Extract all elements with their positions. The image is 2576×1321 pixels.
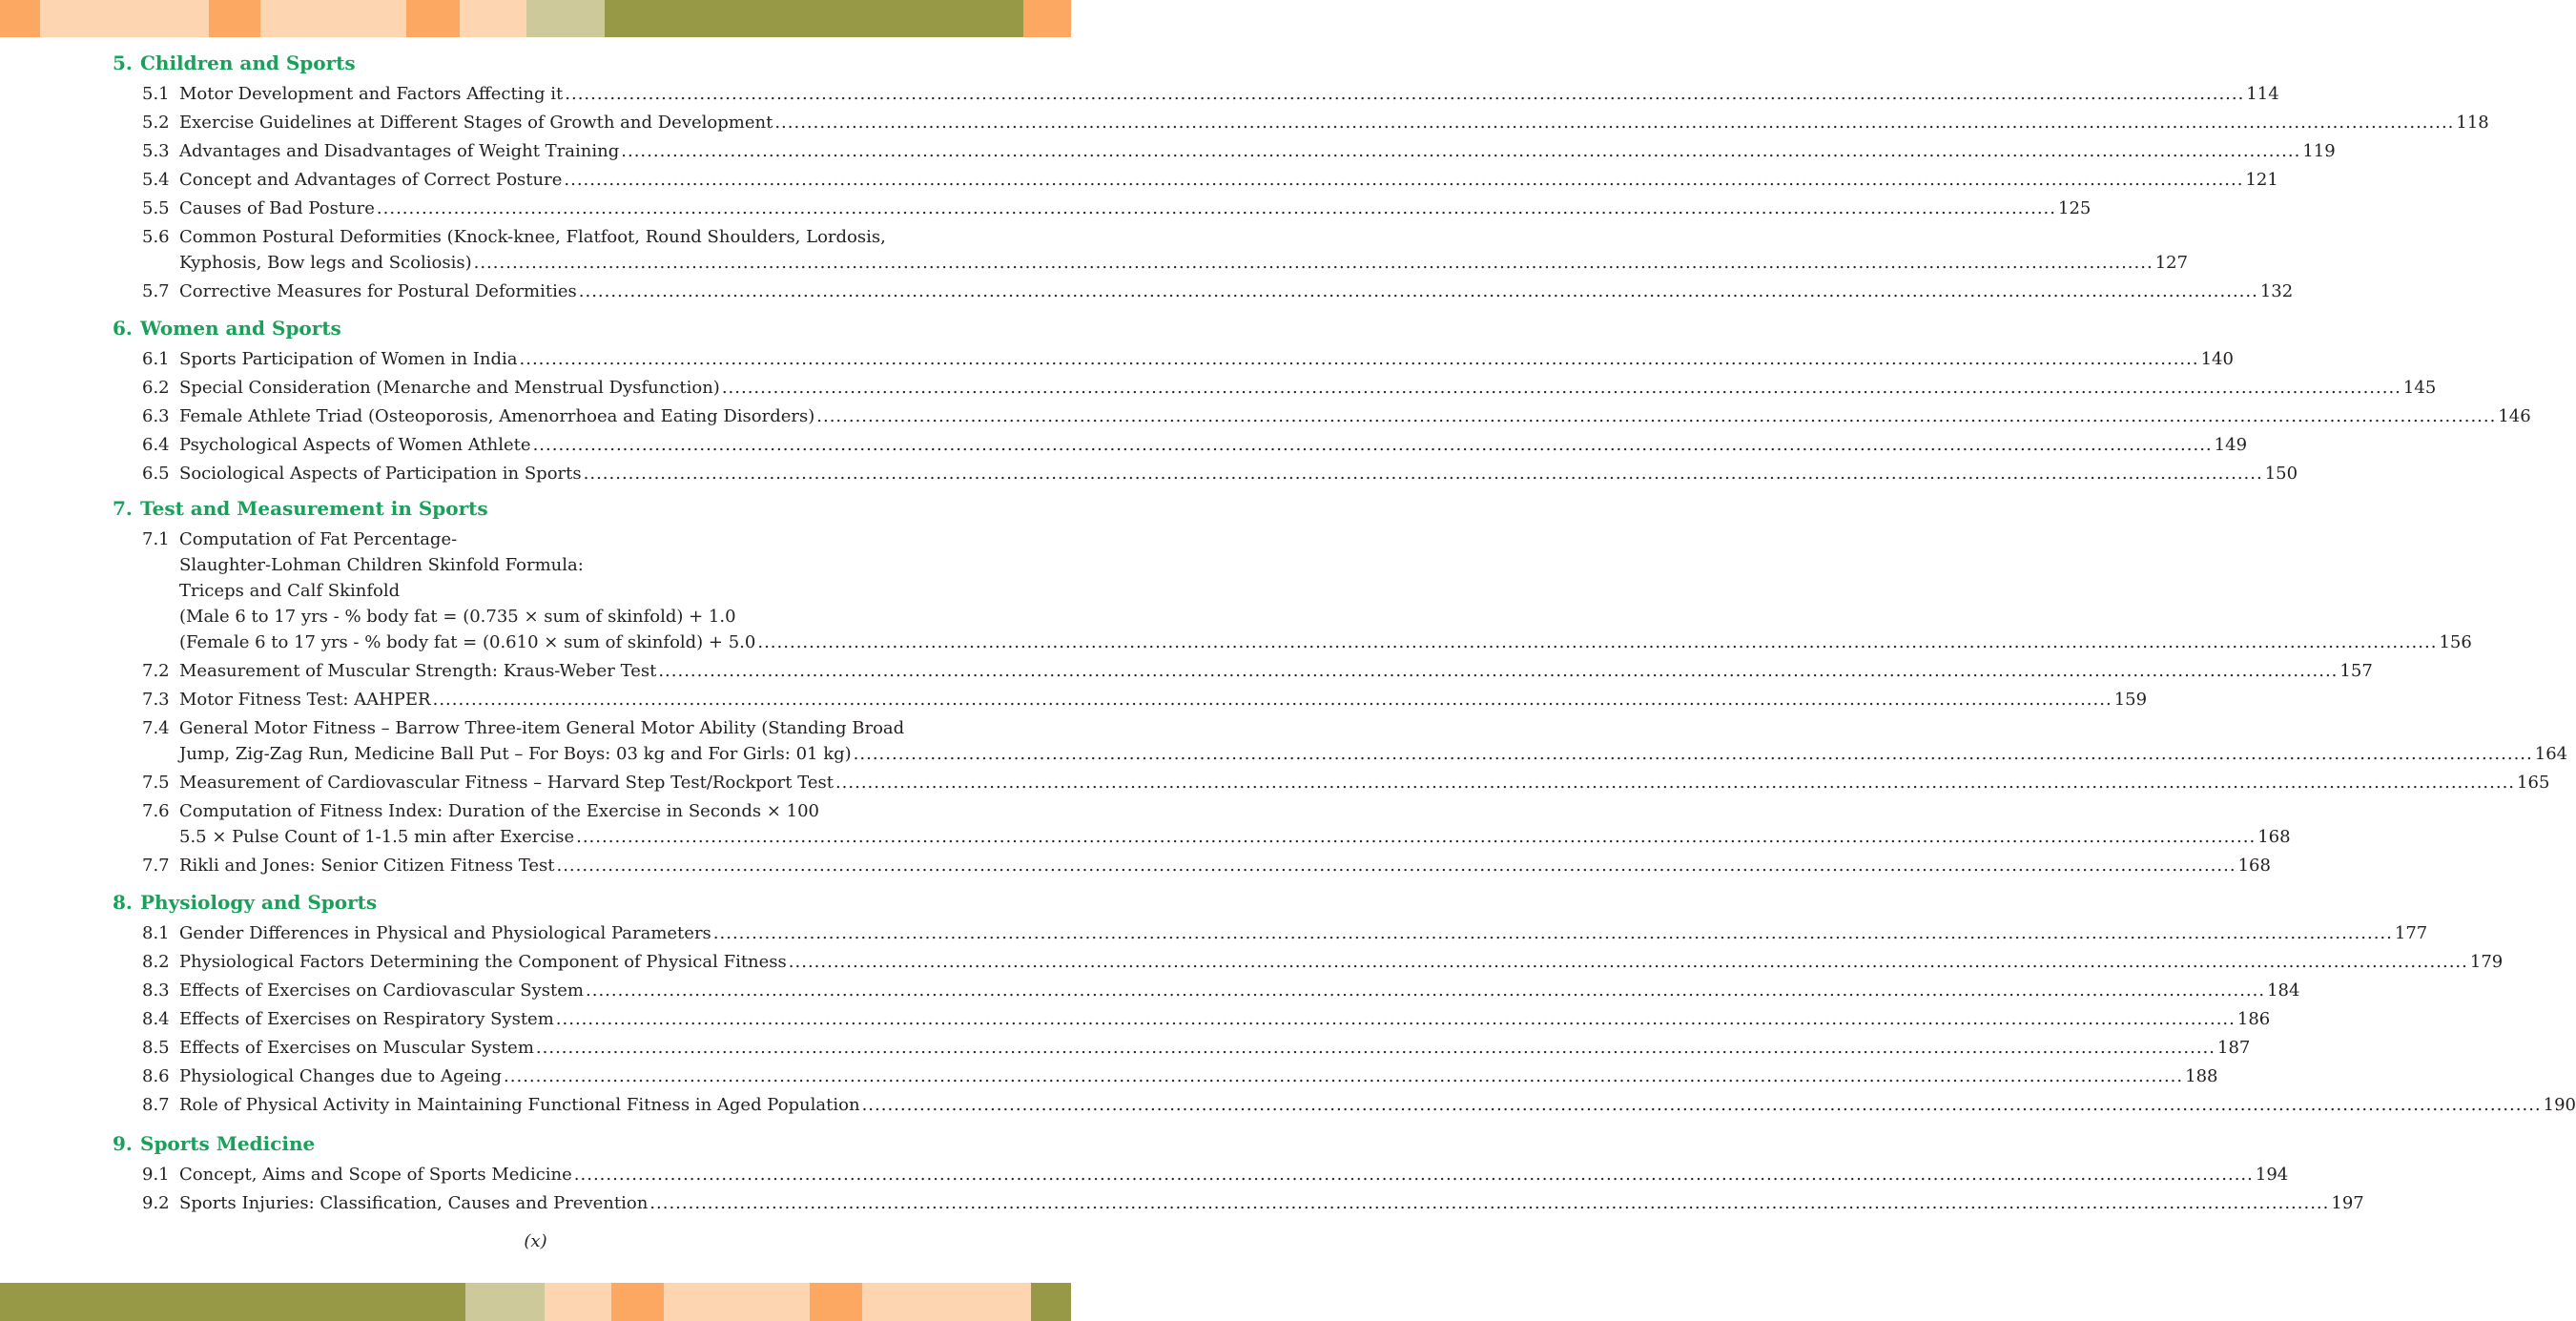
- entry-number: 8.3: [142, 980, 170, 1001]
- dot-leader: [816, 403, 2496, 429]
- chapter-title: Sports Medicine: [140, 1132, 316, 1155]
- toc-chapter: [113, 48, 2489, 305]
- dot-leader: [658, 658, 2338, 684]
- table-of-contents: [113, 48, 2576, 1227]
- dot-leader: [789, 949, 2468, 975]
- entry-line: [179, 630, 2472, 655]
- entry-number: 9.1: [142, 1164, 170, 1185]
- toc-entry: [113, 851, 2271, 879]
- toc-entry: [113, 713, 2568, 768]
- band-segment: [526, 0, 605, 37]
- page-folio: (x): [524, 1231, 547, 1251]
- page-number: 157: [2339, 660, 2373, 681]
- toc-entry: [113, 947, 2504, 976]
- entry-line: [179, 432, 2248, 458]
- entry-title: Sports Injuries: Classification, Causes and Prevention: [179, 1192, 649, 1213]
- entry-title: (Male 6 to 17 yrs - % body fat = (0.735 × sum of skinfold) + 1.0: [179, 606, 736, 627]
- page-number: 149: [2214, 434, 2248, 455]
- toc-entry: [113, 402, 2531, 430]
- entry-line: [179, 552, 966, 578]
- page-number: 150: [2264, 463, 2298, 484]
- band-segment: [545, 1283, 611, 1321]
- entry-title: Computation of Fat Percentage-: [179, 528, 458, 549]
- page-number: 164: [2534, 743, 2568, 764]
- dot-leader: [862, 1092, 2542, 1118]
- band-segment: [260, 0, 406, 37]
- entry-title: Computation of Fitness Index: Duration of the Exercise in Seconds × 100: [179, 800, 819, 821]
- entry-number: 5.6: [142, 226, 170, 247]
- toc-entry: [113, 108, 2489, 136]
- entry-title: Special Consideration (Menarche and Menstrual Dysfunction): [179, 377, 720, 398]
- page-number: 118: [2456, 112, 2489, 133]
- entry-number: 7.2: [142, 660, 170, 681]
- dot-leader: [854, 741, 2533, 767]
- dot-leader: [579, 279, 2258, 304]
- entry-line: [179, 715, 966, 741]
- dot-leader: [649, 1190, 2329, 1216]
- entry-title: Gender Differences in Physical and Physiological Parameters: [179, 922, 711, 943]
- dot-leader: [556, 1006, 2236, 1032]
- dot-leader: [584, 461, 2263, 486]
- dot-leader: [713, 920, 2393, 946]
- dot-leader: [565, 81, 2244, 107]
- chapter-heading: [113, 887, 966, 919]
- page-number: 190: [2543, 1094, 2576, 1115]
- entry-title: Advantages and Disadvantages of Weight Training: [179, 140, 620, 161]
- dot-leader: [536, 1035, 2215, 1061]
- page-number: 197: [2331, 1192, 2364, 1213]
- entry-number: 8.4: [142, 1008, 170, 1029]
- page-number: 119: [2302, 140, 2336, 161]
- band-segment: [1023, 0, 1071, 37]
- page-number: 179: [2469, 951, 2504, 972]
- entry-line: [179, 1162, 2289, 1187]
- toc-entry: [113, 656, 2373, 685]
- entry-title: Sociological Aspects of Participation in Sports: [179, 463, 582, 484]
- entry-number: 6.2: [142, 377, 170, 398]
- entry-line: [179, 658, 2373, 684]
- dot-leader: [757, 630, 2437, 655]
- entry-title: Causes of Bad Posture: [179, 197, 375, 218]
- toc-chapter: [113, 313, 2531, 487]
- entry-title: Psychological Aspects of Women Athlete: [179, 434, 531, 455]
- entry-number: 7.1: [142, 528, 170, 549]
- dot-leader: [504, 1063, 2183, 1089]
- entry-number: 8.6: [142, 1065, 170, 1086]
- entry-title: Common Postural Deformities (Knock-knee, Flatfoot, Round Shoulders, Lordosis,: [179, 226, 886, 247]
- chapter-heading: [113, 313, 966, 344]
- entry-line: [179, 375, 2437, 401]
- page-number: 156: [2439, 631, 2472, 652]
- toc-chapter: [113, 1128, 2364, 1217]
- entry-title: General Motor Fitness – Barrow Three-item General Motor Ability (Standing Broad: [179, 717, 905, 738]
- page-number: 194: [2255, 1164, 2289, 1185]
- page-number: 177: [2394, 922, 2428, 943]
- entry-title: Triceps and Calf Skinfold: [179, 580, 401, 601]
- entry-line: [179, 978, 2300, 1003]
- band-segment: [664, 1283, 810, 1321]
- toc-entry: [113, 222, 2189, 277]
- toc-entry: [113, 136, 2336, 165]
- entry-title: Concept, Aims and Scope of Sports Medicine: [179, 1164, 572, 1185]
- dot-leader: [433, 687, 2112, 712]
- toc-entry: [113, 277, 2294, 305]
- chapter-number: 7.: [113, 497, 133, 520]
- toc-chapter: [113, 887, 2576, 1119]
- band-segment: [862, 1283, 1031, 1321]
- entry-title: Effects of Exercises on Muscular System: [179, 1037, 534, 1058]
- dot-leader: [576, 824, 2256, 850]
- chapter-number: 8.: [113, 891, 133, 914]
- dot-leader: [474, 250, 2154, 276]
- entry-line: [179, 1063, 2218, 1089]
- dot-leader: [574, 1162, 2254, 1187]
- chapter-heading: [113, 493, 966, 525]
- page-number: 146: [2498, 405, 2531, 426]
- entry-title: Measurement of Cardiovascular Fitness – Harvard Step Test/Rockport Test: [179, 772, 834, 793]
- chapter-number: 9.: [113, 1132, 133, 1155]
- entry-number: 5.5: [142, 197, 170, 218]
- entry-number: 8.5: [142, 1037, 170, 1058]
- toc-entry: [113, 768, 2550, 796]
- band-segment: [209, 0, 260, 37]
- dot-leader: [586, 978, 2265, 1003]
- dot-leader: [533, 432, 2213, 458]
- toc-entry: [113, 344, 2234, 373]
- entry-number: 7.7: [142, 855, 170, 876]
- dot-leader: [520, 346, 2199, 372]
- entry-line: [179, 526, 966, 552]
- toc-entry: [113, 525, 2472, 656]
- entry-title: Kyphosis, Bow legs and Scoliosis): [179, 252, 472, 273]
- toc-entry: [113, 373, 2437, 402]
- entry-number: 7.3: [142, 689, 170, 710]
- entry-line: [179, 81, 2279, 107]
- page-number: 186: [2236, 1008, 2271, 1029]
- entry-number: 5.2: [142, 112, 170, 133]
- entry-title: Slaughter-Lohman Children Skinfold Formula:: [179, 554, 584, 575]
- entry-title: Concept and Advantages of Correct Posture: [179, 169, 563, 190]
- band-segment: [611, 1283, 664, 1321]
- toc-entry: [113, 796, 2291, 851]
- dot-leader: [835, 770, 2515, 795]
- entry-number: 6.4: [142, 434, 170, 455]
- entry-line: [179, 687, 2148, 712]
- toc-chapter: [113, 493, 2568, 879]
- toc-entry: [113, 919, 2428, 947]
- chapter-heading: [113, 48, 966, 79]
- entry-line: [179, 741, 2568, 767]
- chapter-number: 6.: [113, 317, 133, 340]
- page-number: 140: [2200, 348, 2234, 369]
- toc-entry: [113, 194, 2092, 222]
- dot-leader: [722, 375, 2401, 401]
- page-number: 145: [2402, 377, 2437, 398]
- page-number: 188: [2185, 1065, 2218, 1086]
- band-segment: [1031, 1283, 1071, 1321]
- entry-line: [179, 346, 2234, 372]
- entry-number: 7.4: [142, 717, 170, 738]
- band-segment: [0, 0, 40, 37]
- band-segment: [460, 0, 526, 37]
- entry-number: 5.7: [142, 280, 170, 301]
- toc-entry: [113, 1062, 2218, 1090]
- entry-line: [179, 1092, 2576, 1118]
- dot-leader: [621, 138, 2300, 164]
- page-number: 114: [2246, 83, 2279, 104]
- entry-title: Physiological Changes due to Ageing: [179, 1065, 503, 1086]
- entry-title: Female Athlete Triad (Osteoporosis, Amenorrhoea and Eating Disorders): [179, 405, 815, 426]
- chapter-title: Children and Sports: [140, 52, 356, 74]
- entry-line: [179, 1190, 2364, 1216]
- entry-title: Motor Development and Factors Affecting it: [179, 83, 564, 104]
- entry-title: Effects of Exercises on Cardiovascular System: [179, 980, 585, 1001]
- chapter-title: Women and Sports: [140, 317, 341, 340]
- page-number: 121: [2245, 169, 2278, 190]
- entry-line: [179, 824, 2291, 850]
- entry-title: (Female 6 to 17 yrs - % body fat = (0.610 × sum of skinfold) + 5.0: [179, 631, 756, 652]
- toc-entry: [113, 1188, 2364, 1217]
- entry-line: [179, 1006, 2271, 1032]
- entry-title: Measurement of Muscular Strength: Kraus-Weber Test: [179, 660, 657, 681]
- band-segment: [40, 0, 209, 37]
- toc-entry: [113, 1160, 2289, 1188]
- entry-line: [179, 798, 966, 824]
- entry-number: 9.2: [142, 1192, 170, 1213]
- toc-entry: [113, 79, 2279, 108]
- entry-line: [179, 196, 2092, 221]
- entry-line: [179, 853, 2271, 878]
- entry-title: Exercise Guidelines at Different Stages of Growth and Development: [179, 112, 773, 133]
- dot-leader: [377, 196, 2056, 221]
- entry-line: [179, 250, 2189, 276]
- entry-line: [179, 578, 966, 604]
- band-segment: [810, 1283, 862, 1321]
- band-segment: [605, 0, 1023, 37]
- bottom-color-band: [0, 1283, 1071, 1321]
- band-segment: [465, 1283, 545, 1321]
- entry-line: [179, 110, 2489, 135]
- page-number: 168: [2257, 826, 2291, 847]
- chapter-title: Physiology and Sports: [140, 891, 378, 914]
- chapter-heading: [113, 1128, 966, 1160]
- entry-line: [179, 604, 966, 630]
- entry-line: [179, 138, 2336, 164]
- entry-number: 8.1: [142, 922, 170, 943]
- toc-entry: [113, 685, 2148, 713]
- entry-number: 8.7: [142, 1094, 170, 1115]
- band-segment: [406, 0, 460, 37]
- toc-entry: [113, 1033, 2251, 1062]
- entry-title: Effects of Exercises on Respiratory System: [179, 1008, 554, 1029]
- entry-title: Role of Physical Activity in Maintaining Functional Fitness in Aged Population: [179, 1094, 860, 1115]
- entry-line: [179, 461, 2298, 486]
- entry-number: 5.1: [142, 83, 170, 104]
- page-number: 159: [2113, 689, 2148, 710]
- entry-line: [179, 770, 2550, 795]
- page-number: 165: [2517, 772, 2550, 793]
- page-number: 168: [2237, 855, 2271, 876]
- band-segment: [0, 1283, 465, 1321]
- entry-line: [179, 403, 2531, 429]
- dot-leader: [774, 110, 2454, 135]
- entry-line: [179, 279, 2294, 304]
- top-color-band: [0, 0, 1071, 37]
- entry-number: 7.6: [142, 800, 170, 821]
- entry-title: Physiological Factors Determining the Component of Physical Fitness: [179, 951, 787, 972]
- toc-entry: [113, 1004, 2271, 1033]
- toc-entry: [113, 976, 2300, 1004]
- toc-entry: [113, 459, 2298, 487]
- toc-entry: [113, 165, 2278, 194]
- page-number: 184: [2267, 980, 2300, 1001]
- toc-entry: [113, 430, 2248, 459]
- dot-leader: [556, 853, 2236, 878]
- entry-title: 5.5 × Pulse Count of 1-1.5 min after Exercise: [179, 826, 575, 847]
- entry-title: Motor Fitness Test: AAHPER: [179, 689, 431, 710]
- page-number: 187: [2217, 1037, 2251, 1058]
- entry-title: Corrective Measures for Postural Deformities: [179, 280, 577, 301]
- entry-line: [179, 1035, 2251, 1061]
- entry-number: 6.5: [142, 463, 170, 484]
- entry-title: Rikli and Jones: Senior Citizen Fitness Test: [179, 855, 555, 876]
- entry-number: 6.3: [142, 405, 170, 426]
- chapter-title: Test and Measurement in Sports: [140, 497, 488, 520]
- entry-number: 6.1: [142, 348, 170, 369]
- entry-number: 8.2: [142, 951, 170, 972]
- dot-leader: [564, 167, 2243, 193]
- entry-line: [179, 167, 2278, 193]
- entry-title: Sports Participation of Women in India: [179, 348, 518, 369]
- toc-entry: [113, 1090, 2576, 1119]
- entry-number: 5.4: [142, 169, 170, 190]
- page-number: 127: [2154, 252, 2189, 273]
- entry-title: Jump, Zig-Zag Run, Medicine Ball Put – For Boys: 03 kg and For Girls: 01 kg): [179, 743, 852, 764]
- page-number: 125: [2058, 197, 2092, 218]
- page-number: 132: [2259, 280, 2294, 301]
- chapter-number: 5.: [113, 52, 133, 74]
- entry-line: [179, 920, 2428, 946]
- entry-number: 7.5: [142, 772, 170, 793]
- entry-line: [179, 949, 2504, 975]
- entry-line: [179, 224, 966, 250]
- entry-number: 5.3: [142, 140, 170, 161]
